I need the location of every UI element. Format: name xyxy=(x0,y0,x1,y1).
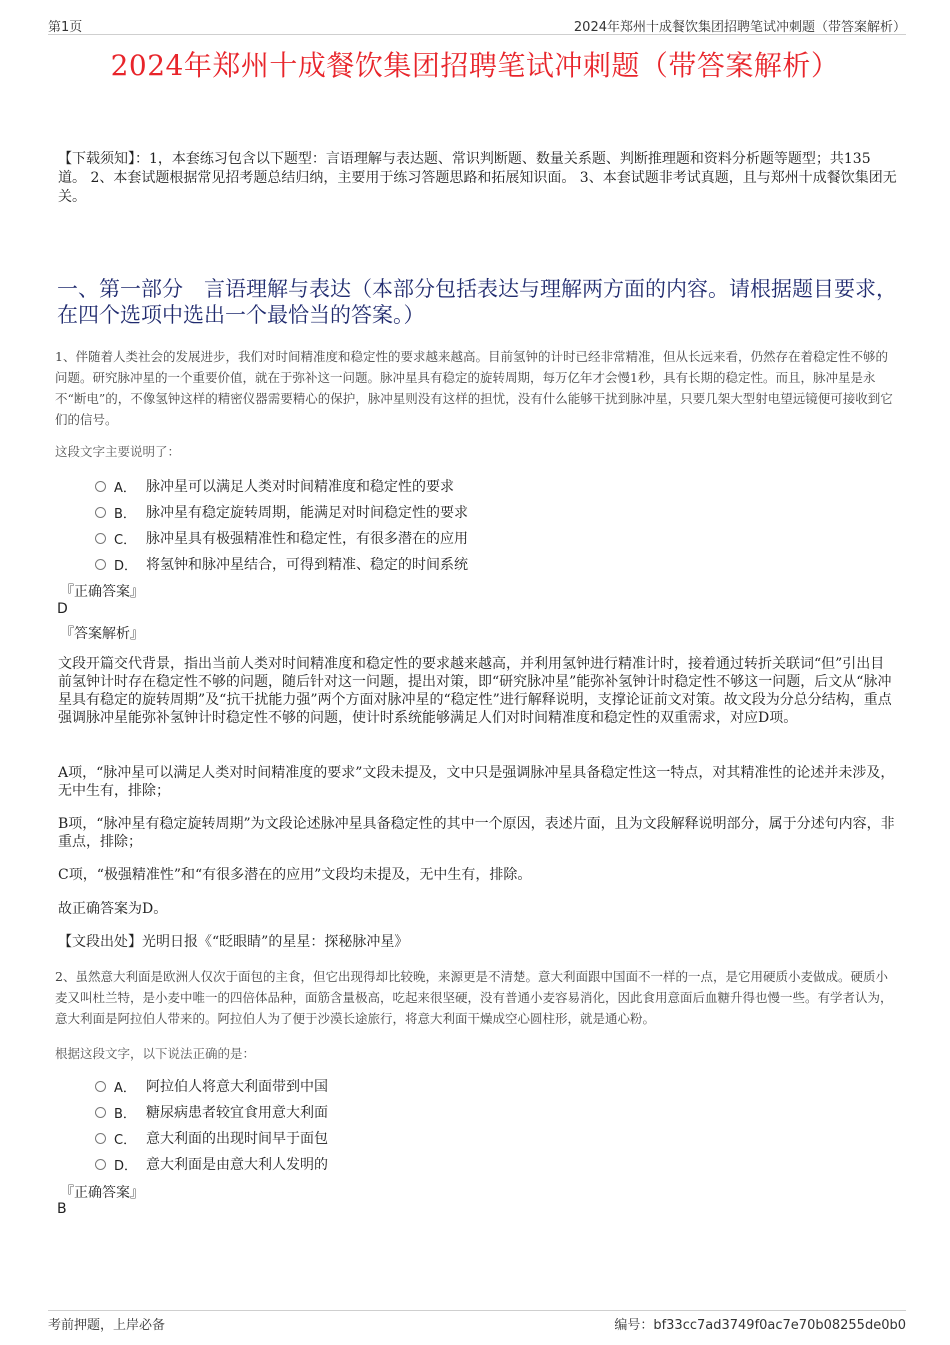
option-text: 意大利面是由意大利人发明的 xyxy=(146,1157,328,1173)
radio-icon[interactable] xyxy=(95,1107,106,1118)
option-c[interactable] xyxy=(95,1125,795,1151)
analysis-option-c: C项，“极强精准性”和“有很多潜在的应用”文段均未提及，无中生有，排除。 xyxy=(58,867,532,883)
option-letter: D． xyxy=(114,1158,138,1174)
option-text: 意大利面的出现时间早于面包 xyxy=(146,1131,328,1147)
option-text: 阿拉伯人将意大利面带到中国 xyxy=(146,1079,328,1095)
question-1-text: 1、伴随着人类社会的发展进步，我们对时间精准度和稳定性的要求越来越高。目前氢钟的计时已经非常精准，但从长远来看，仍然存在着稳定性不够的问题。研究脉冲星的一个重要价值，就在于弥补这一问题。脉冲星具有稳定的旋转周期，每万亿年才会慢1秒，具有长期的稳定性。而且，脉冲星是永不“断电”的，不像氢钟这样的精密仪器需要精心的保护，脉冲星则没有这样的担忧，没有什么能够干扰到脉冲星，只要几架大型射电望远镜便可接收到它们的信号。 xyxy=(55,349,893,427)
header-doc-title: 2024年郑州十成餐饮集团招聘笔试冲刺题（带答案解析） xyxy=(573,20,906,35)
footer-slogan: 考前押题，上岸必备 xyxy=(48,1318,166,1333)
correct-answer-value: D xyxy=(57,601,68,617)
option-text: 脉冲星有稳定旋转周期，能满足对时间稳定性的要求 xyxy=(146,505,468,521)
analysis-main: 文段开篇交代背景，指出当前人类对时间精准度和稳定性的要求越来越高，并利用氢钟进行精准计时，接着通过转折关联词“但”引出目前氢钟计时存在稳定性不够的问题，随后针对这一问题，提出对策，即“研究脉冲星”能弥补氢钟计时稳定性不够这一问题，后文从“脉冲星具有稳定的旋转周期”及“抗干扰能力强”两个方面对脉冲星的“稳定性”进行解释说明，支撑论证前文对策。故文段为分总分结构，重点强调脉冲星能弥补氢钟计时稳定性不够的问题，使计时系统能够满足人们对时间精准度和稳定性的双重需求，对应D项。 xyxy=(58,656,892,726)
option-a[interactable] xyxy=(95,473,795,499)
correct-answer-label: 『正确答案』 xyxy=(60,1185,144,1201)
question-2-prompt: 根据这段文字，以下说法正确的是： xyxy=(55,1046,256,1061)
option-d[interactable] xyxy=(95,1151,795,1177)
radio-icon[interactable] xyxy=(95,559,106,570)
analysis-option-b: B项，“脉冲星有稳定旋转周期”为文段论述脉冲星具备稳定性的其中一个原因，表述片面，且为文段解释说明部分，属于分述句内容，非重点，排除； xyxy=(58,816,895,850)
option-b[interactable] xyxy=(95,499,795,525)
question-2-text: 2、虽然意大利面是欧洲人仅次于面包的主食，但它出现得却比较晚，来源更是不清楚。意大利面跟中国面不一样的一点，是它用硬质小麦做成。硬质小麦又叫杜兰特，是小麦中唯一的四倍体品种，面筋含量极高，吃起来很坚硬，没有普通小麦容易消化，因此食用意面后血糖升得也慢一些。有学者认为，意大利面是阿拉伯人带来的。阿拉伯人为了便于沙漠长途旅行，将意大利面干燥成空心圆柱形，就是通心粉。 xyxy=(55,969,893,1026)
correct-answer-value: B xyxy=(57,1201,67,1217)
page-header xyxy=(48,14,906,35)
option-b[interactable] xyxy=(95,1099,795,1125)
analysis-conclusion: 故正确答案为D。 xyxy=(58,901,168,917)
option-letter: A． xyxy=(114,480,136,496)
page-number: 第1页 xyxy=(48,20,83,35)
radio-icon[interactable] xyxy=(95,481,106,492)
radio-icon[interactable] xyxy=(95,1081,106,1092)
code-label: 编号： xyxy=(614,1318,654,1333)
option-letter: B． xyxy=(114,506,136,522)
download-notice: 【下载须知】：1，本套练习包含以下题型：言语理解与表达题、常识判断题、数量关系题、判断推理题和资料分析题等题型；共135道。 2、本套试题根据常见招考题总结归纳，主要用于练习答题思路和拓展知识面。 3、本套试题非考试真题，且与郑州十成餐饮集团无关。 xyxy=(58,151,897,205)
question-1-options xyxy=(95,473,795,577)
option-letter: C． xyxy=(114,1132,137,1148)
document-title: 2024年郑州十成餐饮集团招聘笔试冲刺题（带答案解析） xyxy=(110,49,840,82)
option-text: 糖尿病患者较宜食用意大利面 xyxy=(146,1105,328,1121)
radio-icon[interactable] xyxy=(95,1159,106,1170)
analysis-label: 『答案解析』 xyxy=(60,626,144,642)
radio-icon[interactable] xyxy=(95,1133,106,1144)
radio-icon[interactable] xyxy=(95,533,106,544)
option-letter: C． xyxy=(114,532,137,548)
question-2-options xyxy=(95,1073,795,1177)
option-letter: B． xyxy=(114,1106,136,1122)
option-a[interactable] xyxy=(95,1073,795,1099)
option-text: 将氢钟和脉冲星结合，可得到精准、稳定的时间系统 xyxy=(146,557,468,573)
option-text: 脉冲星具有极强精准性和稳定性，有很多潜在的应用 xyxy=(146,531,468,547)
option-c[interactable] xyxy=(95,525,795,551)
page-footer xyxy=(48,1310,906,1335)
radio-icon[interactable] xyxy=(95,507,106,518)
document-code xyxy=(614,1314,906,1333)
section-heading: 一、第一部分 言语理解与表达（本部分包括表达与理解两方面的内容。请根据题目要求，在四个选项中选出一个最恰当的答案。） xyxy=(57,277,897,327)
code-value: bf33cc7ad3749f0ac7e70b08255de0b0 xyxy=(653,1318,906,1333)
analysis-option-a: A项，“脉冲星可以满足人类对时间精准度的要求”文段未提及，文中只是强调脉冲星具备稳定性这一特点，对其精准性的论述并未涉及，无中生有，排除； xyxy=(58,765,895,799)
analysis-source: 【文段出处】光明日报《“眨眼睛”的星星：探秘脉冲星》 xyxy=(58,934,409,950)
correct-answer-label: 『正确答案』 xyxy=(60,584,144,600)
question-1-prompt: 这段文字主要说明了： xyxy=(55,444,181,459)
option-text: 脉冲星可以满足人类对时间精准度和稳定性的要求 xyxy=(146,479,454,495)
option-letter: D． xyxy=(114,558,138,574)
option-letter: A． xyxy=(114,1080,136,1096)
option-d[interactable] xyxy=(95,551,795,577)
